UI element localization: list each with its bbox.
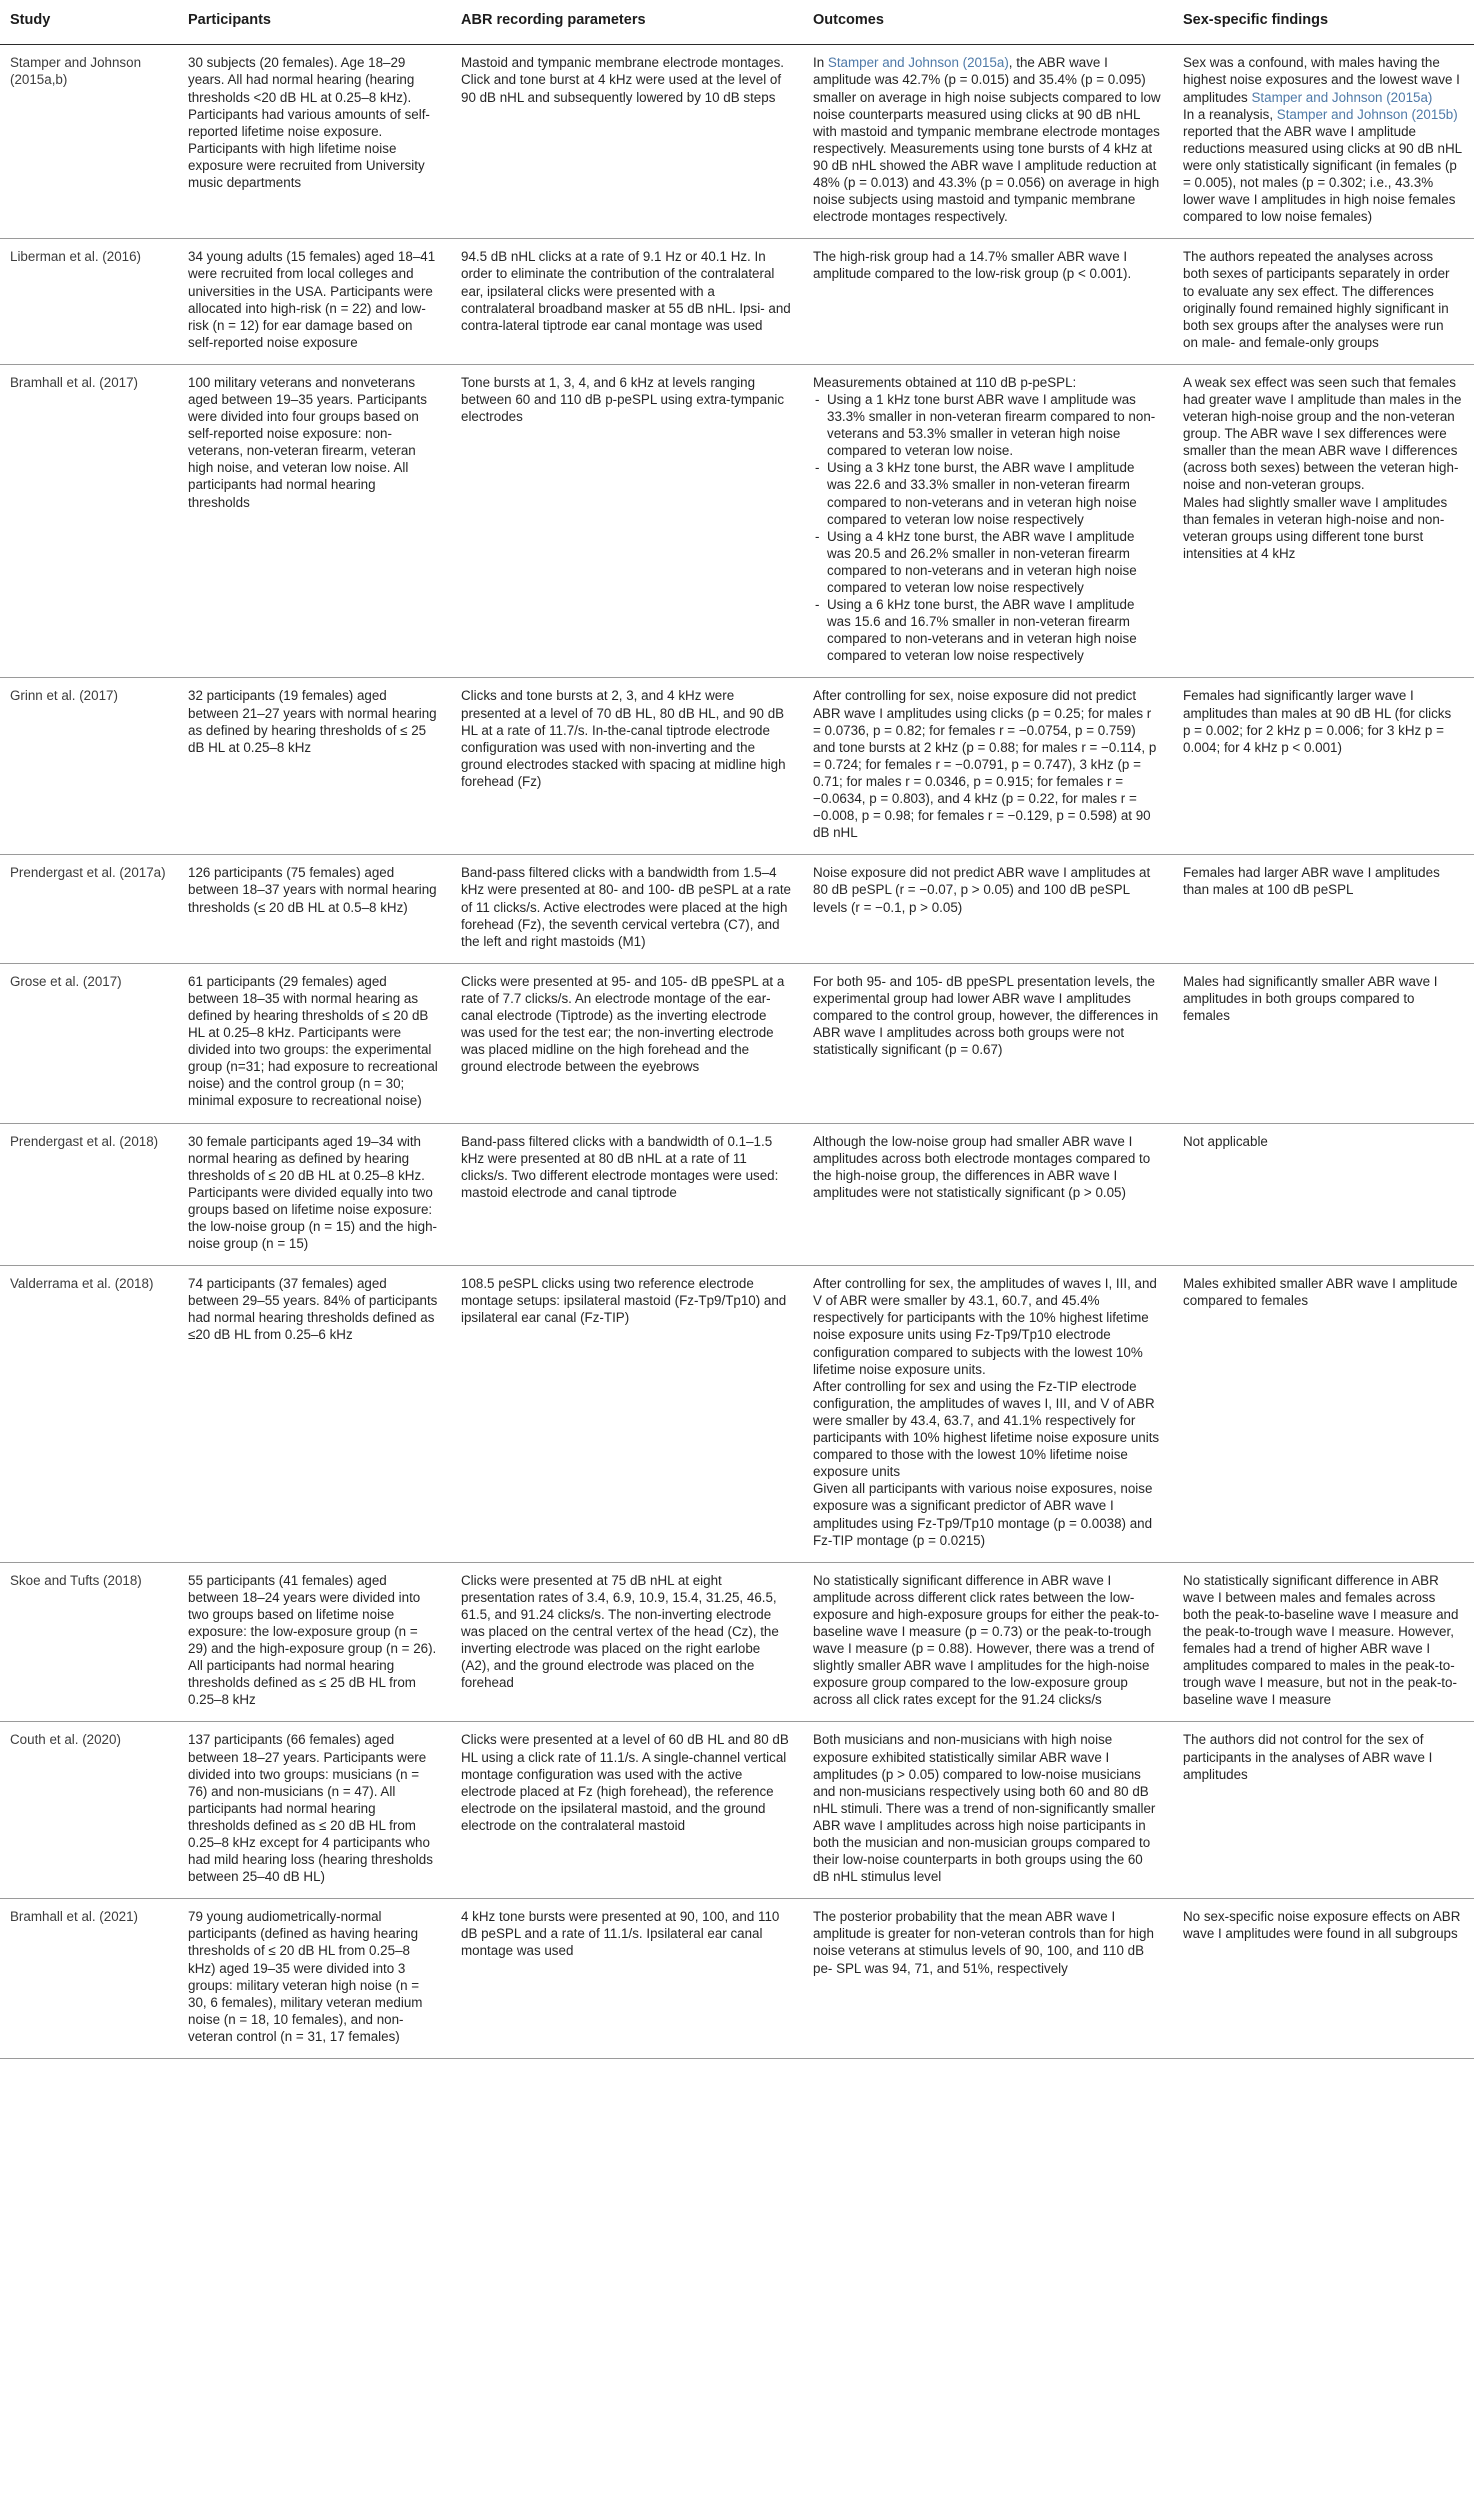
outcomes-cell: Both musicians and non-musicians with high noise exposure exhibited statistically similar ABR wave I amplitudes (p > 0.05) compared to low-noise musicians and non-musicians respectively using both 60 and 80 dB nHL stimuli. There was a trend of non-significantly smaller ABR wave I amplitudes across high noise participants in both the musician and non-musician groups compared to their low-noise counterparts in both groups using the 60 dB nHL stimulus level xyxy=(803,1722,1173,1899)
outcomes-text: After controlling for sex and using the Fz-TIP electrode configuration, the amplitudes of waves I, III, and V of ABR were smaller by 43.4, 63.7, and 41.1% respectively for participants with 10% highest lifetime noise exposure units compared to those with the lowest 10% lifetime noise exposure units xyxy=(813,1378,1160,1480)
outcomes-cell xyxy=(803,45,1173,239)
outcomes-cell: Noise exposure did not predict ABR wave I amplitudes at 80 dB peSPL (r = −0.07, p > 0.05) and 100 dB peSPL levels (r = −0.1, p > 0.05) xyxy=(803,855,1173,963)
study-cell: Bramhall et al. (2017) xyxy=(0,364,178,678)
sex-text: In a reanalysis, xyxy=(1183,106,1277,122)
sex-cell: No sex-specific noise exposure effects on ABR wave I amplitudes were found in all subgroups xyxy=(1173,1899,1474,2059)
list-item: - Using a 3 kHz tone burst, the ABR wave I amplitude was 22.6 and 33.3% smaller in non-veteran firearm compared to non-veterans and in veteran high noise compared to veteran low noise respectively xyxy=(813,459,1161,527)
sex-text: Males had slightly smaller wave I amplitudes than females in veteran high-noise and non-veteran groups using different tone burst intensities at 4 kHz xyxy=(1183,494,1448,561)
outcomes-cell xyxy=(803,364,1173,678)
sex-text: reported that the ABR wave I amplitude reductions measured using clicks at 90 dB nHL were only statistically significant (in females (p = 0.005), not males (p = 0.302; i.e., 43.3% lower wave I amplitudes in high noise females compared to low noise females) xyxy=(1183,123,1462,225)
outcomes-cell: No statistically significant difference in ABR wave I amplitude across different click rates between the low-exposure and high-exposure groups for either the peak-to-baseline wave I measure (p = 0.73) or the peak-to-trough wave I measure (p = 0.88). However, there was a trend of slightly smaller ABR wave I amplitudes for the high-noise exposure group compared to the low-exposure group across all click rates except for the 91.24 clicks/s xyxy=(803,1562,1173,1722)
header-study: Study xyxy=(0,0,178,45)
outcomes-cell: After controlling for sex, noise exposure did not predict ABR wave I amplitudes using clicks (p = 0.25; for males r = 0.0736, p = 0.82; for females r = −0.0754, p = 0.759) and tone bursts at 2 kHz (p = 0.88; for males r = −0.114, p = 0.724; for females r = −0.0791, p = 0.747), 3 kHz (p = 0.71; for males r = 0.0346, p = 0.915; for females r = −0.0634, p = 0.803), and 4 kHz (p = 0.22, for males r = −0.008, p = 0.98; for females r = −0.129, p = 0.598) at 90 dB nHL xyxy=(803,678,1173,855)
list-item: - Using a 1 kHz tone burst ABR wave I amplitude was 33.3% smaller in non-veteran firearm compared to non-veterans and 53.3% smaller in veteran high noise compared to veteran low noise. xyxy=(813,391,1161,459)
participants-cell: 100 military veterans and nonveterans aged between 19–35 years. Participants were divided into four groups based on self-reported noise exposure: non-veterans, non-veteran firearm, veteran high noise, and veteran low noise. All participants had normal hearing thresholds xyxy=(178,364,451,678)
header-outcomes: Outcomes xyxy=(803,0,1173,45)
header-sex-findings: Sex-specific findings xyxy=(1173,0,1474,45)
study-cell: Liberman et al. (2016) xyxy=(0,239,178,365)
sex-cell xyxy=(1173,364,1474,678)
header-participants: Participants xyxy=(178,0,451,45)
sex-cell: Females had larger ABR wave I amplitudes than males at 100 dB peSPL xyxy=(1173,855,1474,963)
outcomes-cell: The posterior probability that the mean ABR wave I amplitude is greater for non-veteran controls than for high noise veterans at stimulus levels of 90, 100, and 110 dB pe- SPL was 94, 71, and 51%, respectively xyxy=(803,1899,1173,2059)
outcomes-list xyxy=(813,391,1161,665)
abr-cell: Clicks were presented at a level of 60 dB HL and 80 dB HL using a click rate of 11.1/s. A single-channel vertical montage configuration was used with the active electrode placed at Fz (high forehead), the reference electrode on the ipsilateral mastoid, and the ground electrode on the contralateral mastoid xyxy=(451,1722,803,1899)
participants-cell: 74 participants (37 females) aged between 29–55 years. 84% of participants had normal hearing thresholds defined as ≤20 dB HL from 0.25–6 kHz xyxy=(178,1266,451,1563)
sex-cell: Not applicable xyxy=(1173,1123,1474,1266)
abr-cell: Band-pass filtered clicks with a bandwidth of 0.1–1.5 kHz were presented at 80 dB nHL at a rate of 11 clicks/s. Two different electrode montages were used: mastoid electrode and canal tiptrode xyxy=(451,1123,803,1266)
study-cell: Bramhall et al. (2021) xyxy=(0,1899,178,2059)
table-row xyxy=(0,45,1474,239)
sex-cell: The authors did not control for the sex of participants in the analyses of ABR wave I amplitudes xyxy=(1173,1722,1474,1899)
participants-cell: 61 participants (29 females) aged between 18–35 with normal hearing as defined by hearing thresholds of ≤ 20 dB HL at 0.25–8 kHz. Participants were divided into two groups: the experimental group (n=31; had exposure to recreational noise) and the control group (n = 30; minimal exposure to recreational noise) xyxy=(178,963,451,1123)
outcomes-cell: Although the low-noise group had smaller ABR wave I amplitudes across both electrode montages compared to the high-noise group, the differences in ABR wave I amplitudes were not statistically significant (p > 0.05) xyxy=(803,1123,1173,1266)
outcomes-text: , the ABR wave I amplitude was 42.7% (p = 0.015) and 35.4% (p = 0.095) smaller on average in high noise subjects compared to low noise counterparts measured using clicks at 90 dB nHL with mastoid and tympanic membrane electrode montages respectively. Measurements using tone bursts of 4 kHz at 90 dB nHL showed the ABR wave I amplitude reduction at 48% (p = 0.013) and 43.3% (p = 0.056) on average in high noise subjects using mastoid and tympanic membrane electrode montages respectively. xyxy=(813,55,1161,225)
outcomes-text: After controlling for sex, the amplitudes of waves I, III, and V of ABR were smaller by 43.1, 60.7, and 45.4% respectively for participants with the 10% highest lifetime noise exposure units using Fz-Tp9/Tp10 electrode configuration compared to subjects with the lowest 10% lifetime noise exposure units. xyxy=(813,1276,1157,1377)
list-item: - Using a 6 kHz tone burst, the ABR wave I amplitude was 15.6 and 16.7% smaller in non-veteran firearm compared to non-veterans and in veteran high noise compared to veteran low noise respectively xyxy=(813,596,1161,664)
sex-cell xyxy=(1173,45,1474,239)
outcomes-cell: The high-risk group had a 14.7% smaller ABR wave I amplitude compared to the low-risk group (p < 0.001). xyxy=(803,239,1173,365)
citation-link[interactable]: Stamper and Johnson (2015a) xyxy=(1251,89,1433,105)
study-cell: Valderrama et al. (2018) xyxy=(0,1266,178,1563)
abr-cell: Clicks were presented at 75 dB nHL at eight presentation rates of 3.4, 6.9, 10.9, 15.4, 31.25, 46.5, 61.5, and 91.24 clicks/s. The non-inverting electrode was placed on the central vertex of the head (Cz), the inverting electrode was placed on the right earlobe (A2), and the ground electrode was placed on the forehead xyxy=(451,1562,803,1722)
abr-cell: 94.5 dB nHL clicks at a rate of 9.1 Hz or 40.1 Hz. In order to eliminate the contribution of the contralateral ear, ipsilateral clicks were presented with a contralateral broadband masker at 55 dB nHL. Ipsi- and contra-lateral tiptrode ear canal montage was used xyxy=(451,239,803,365)
participants-cell: 126 participants (75 females) aged between 18–37 years with normal hearing thresholds (≤ 20 dB HL at 0.5–8 kHz) xyxy=(178,855,451,963)
citation-link[interactable]: Stamper and Johnson (2015b) xyxy=(1276,106,1458,122)
outcomes-cell xyxy=(803,1266,1173,1563)
abr-cell: Clicks and tone bursts at 2, 3, and 4 kHz were presented at a level of 70 dB HL, 80 dB HL, and 90 dB HL at a rate of 11.7/s. In-the-canal tiptrode electrode configuration was used with non-inverting and the ground electrodes stacked with spacing at midline high forehead (Fz) xyxy=(451,678,803,855)
sex-text: A weak sex effect was seen such that females had greater wave I amplitude than males in the veteran high-noise group and the non-veteran group. The ABR wave I sex differences were smaller than the mean ABR wave I differences (across both sexes) between the veteran high-noise and non-veteran groups. xyxy=(1183,374,1462,493)
study-cell: Grinn et al. (2017) xyxy=(0,678,178,855)
outcomes-intro: Measurements obtained at 110 dB p-peSPL: xyxy=(813,374,1077,390)
sex-cell: Males exhibited smaller ABR wave I amplitude compared to females xyxy=(1173,1266,1474,1563)
study-cell: Stamper and Johnson (2015a,b) xyxy=(0,45,178,239)
outcomes-cell: For both 95- and 105- dB ppeSPL presentation levels, the experimental group had lower ABR wave I amplitudes compared to the control group, however, the differences in ABR wave I amplitudes across both groups were not statistically significant (p = 0.67) xyxy=(803,963,1173,1123)
table-row xyxy=(0,1266,1474,1563)
participants-cell: 32 participants (19 females) aged between 21–27 years with normal hearing as defined by hearing thresholds of ≤ 25 dB HL at 0.25–8 kHz xyxy=(178,678,451,855)
table-row xyxy=(0,1722,1474,1899)
list-item: - Using a 4 kHz tone burst, the ABR wave I amplitude was 20.5 and 26.2% smaller in non-veteran firearm compared to non-veterans and in veteran high noise compared to veteran low noise respectively xyxy=(813,528,1161,596)
abr-cell: Mastoid and tympanic membrane electrode montages. Click and tone burst at 4 kHz were used at the level of 90 dB nHL and subsequently lowered by 10 dB steps xyxy=(451,45,803,239)
citation-link[interactable]: Stamper and Johnson (2015a) xyxy=(827,55,1009,71)
study-cell: Couth et al. (2020) xyxy=(0,1722,178,1899)
participants-cell: 34 young adults (15 females) aged 18–41 were recruited from local colleges and universities in the USA. Participants were allocated into high-risk (n = 22) and low-risk (n = 12) for ear damage based on self-reported noise exposure xyxy=(178,239,451,365)
sex-cell: Females had significantly larger wave I amplitudes than males at 90 dB HL (for clicks p = 0.002; for 2 kHz p = 0.006; for 3 kHz p = 0.004; for 4 kHz p < 0.001) xyxy=(1173,678,1474,855)
study-cell: Skoe and Tufts (2018) xyxy=(0,1562,178,1722)
participants-cell: 137 participants (66 females) aged between 18–27 years. Participants were divided into two groups: musicians (n = 76) and non-musicians (n = 47). All participants had normal hearing thresholds defined as ≤ 20 dB HL from 0.25–8 kHz except for 4 participants who had mild hearing loss (hearing thresholds between 25–40 dB HL) xyxy=(178,1722,451,1899)
study-cell: Prendergast et al. (2017a) xyxy=(0,855,178,963)
sex-cell: Males had significantly smaller ABR wave I amplitudes in both groups compared to females xyxy=(1173,963,1474,1123)
abr-cell: Band-pass filtered clicks with a bandwidth from 1.5–4 kHz were presented at 80- and 100- dB peSPL at a rate of 11 clicks/s. Active electrodes were placed at the high forehead (Fz), the seventh cervical vertebra (C7), and the left and right mastoids (M1) xyxy=(451,855,803,963)
table-row xyxy=(0,364,1474,678)
table-row xyxy=(0,1562,1474,1722)
abr-cell: 108.5 peSPL clicks using two reference electrode montage setups: ipsilateral mastoid (Fz-Tp9/Tp10) and ipsilateral ear canal (Fz-TIP) xyxy=(451,1266,803,1563)
participants-cell: 79 young audiometrically-normal participants (defined as having hearing thresholds of ≤ 20 dB HL from 0.25–8 kHz) aged 19–35 were divided into 3 groups: military veteran high noise (n = 30, 6 females), military veteran medium noise (n = 18, 10 females), and non-veteran control (n = 31, 17 females) xyxy=(178,1899,451,2059)
participants-cell: 30 female participants aged 19–34 with normal hearing as defined by hearing thresholds of ≤ 20 dB HL at 0.25–8 kHz. Participants were divided equally into two groups based on lifetime noise exposure: the low-noise group (n = 15) and the high-noise group (n = 15) xyxy=(178,1123,451,1266)
table-row xyxy=(0,855,1474,963)
header-row xyxy=(0,0,1474,45)
abr-cell: 4 kHz tone bursts were presented at 90, 100, and 110 dB peSPL and a rate of 11.1/s. Ipsilateral ear canal montage was used xyxy=(451,1899,803,2059)
sex-text: Sex was a confound, with males having the highest noise exposures and the lowest wave I amplitudes xyxy=(1183,55,1460,105)
abr-cell: Tone bursts at 1, 3, 4, and 6 kHz at levels ranging between 60 and 110 dB p-peSPL using extra-tympanic electrodes xyxy=(451,364,803,678)
outcomes-text: In xyxy=(813,55,828,71)
table-row xyxy=(0,963,1474,1123)
abr-cell: Clicks were presented at 95- and 105- dB ppeSPL at a rate of 7.7 clicks/s. An electrode montage of the ear-canal electrode (Tiptrode) as the inverting electrode was used for the test ear; the non-inverting electrode was placed midline on the high forehead and the ground electrode between the eyebrows xyxy=(451,963,803,1123)
header-abr-parameters: ABR recording parameters xyxy=(451,0,803,45)
participants-cell: 30 subjects (20 females). Age 18–29 years. All had normal hearing (hearing thresholds <20 dB HL at 0.25–8 kHz). Participants had various amounts of self-reported lifetime noise exposure. Participants with high lifetime noise exposure were recruited from University music departments xyxy=(178,45,451,239)
table-row xyxy=(0,1123,1474,1266)
outcomes-text: Given all participants with various noise exposures, noise exposure was a significant predictor of ABR wave I amplitudes using Fz-Tp9/Tp10 montage (p = 0.0038) and Fz-TIP montage (p = 0.0215) xyxy=(813,1481,1153,1548)
participants-cell: 55 participants (41 females) aged between 18–24 years were divided into two groups based on lifetime noise exposure: the low-exposure group (n = 29) and the high-exposure group (n = 26). All participants had normal hearing thresholds defined as ≤ 25 dB HL from 0.25–8 kHz xyxy=(178,1562,451,1722)
study-cell: Prendergast et al. (2018) xyxy=(0,1123,178,1266)
table-row xyxy=(0,678,1474,855)
study-cell: Grose et al. (2017) xyxy=(0,963,178,1123)
table-row xyxy=(0,239,1474,365)
table-row xyxy=(0,1899,1474,2059)
sex-cell: The authors repeated the analyses across both sexes of participants separately in order to evaluate any sex effect. The differences originally found remained highly significant in both sex groups after the analyses were run on male- and female-only groups xyxy=(1173,239,1474,365)
sex-cell: No statistically significant difference in ABR wave I between males and females across both the peak-to-baseline wave I measure and the peak-to-trough wave I measure. However, females had a trend of higher ABR wave I amplitudes compared to males in the peak-to-trough wave I measure, but not in the peak-to-baseline wave I measure xyxy=(1173,1562,1474,1722)
